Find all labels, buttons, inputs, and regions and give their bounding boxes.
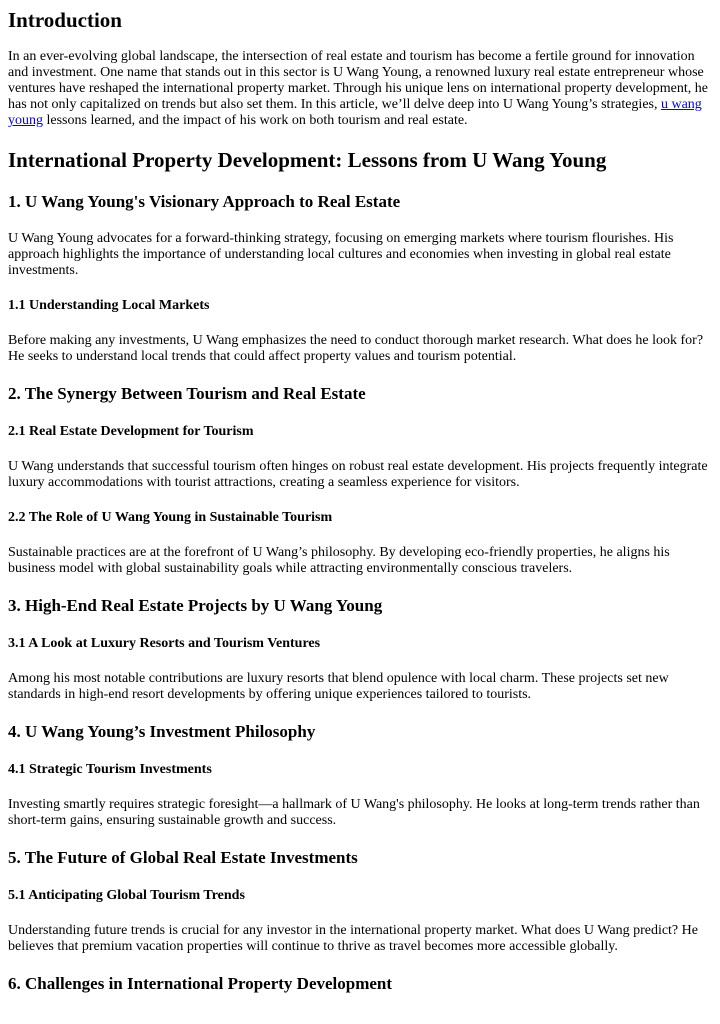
body-paragraph: Among his most notable contributions are luxury resorts that blend opulence with local charm. These projects set new standards in high-end resort developments by offering unique experiences tailored to tourists. xyxy=(8,671,669,702)
article-title: International Property Development: Lessons from U Wang Young xyxy=(8,148,607,172)
subsection-heading: 1.1 Understanding Local Markets xyxy=(8,298,210,313)
intro-text-before-link: In an ever-evolving global landscape, the intersection of real estate and tourism has become a fertile ground for innovation and investment. One name that stands out in this sector is U Wang Young, a renowned luxury real estate entrepreneur whose ventures have reshaped the international property market. Through his unique lens on international property development, he has not only capitalized on trends but also set them. In this article, we’ll delve deep into U Wang Young’s strategies, xyxy=(8,49,708,112)
subsection-heading: 3.1 A Look at Luxury Resorts and Tourism Ventures xyxy=(8,636,321,651)
section-heading: 2. The Synergy Between Tourism and Real Estate xyxy=(8,384,366,403)
body-paragraph: Understanding future trends is crucial for any investor in the international property market. What does U Wang predict? He believes that premium vacation properties will continue to thrive as travel becomes more accessible globally. xyxy=(8,923,698,954)
section-heading: 1. U Wang Young's Visionary Approach to Real Estate xyxy=(8,192,401,211)
intro-heading: Introduction xyxy=(8,8,122,32)
body-paragraph: Investing smartly requires strategic foresight—a hallmark of U Wang's philosophy. He looks at long-term trends rather than short-term gains, ensuring sustainable growth and success. xyxy=(8,797,700,828)
subsection-heading: 5.1 Anticipating Global Tourism Trends xyxy=(8,888,245,903)
subsection-heading: 2.2 The Role of U Wang Young in Sustainable Tourism xyxy=(8,510,333,525)
body-paragraph: U Wang Young advocates for a forward-thinking strategy, focusing on emerging markets where tourism flourishes. His approach highlights the importance of understanding local cultures and economies when investing in global real estate investments. xyxy=(8,231,674,278)
section-heading: 5. The Future of Global Real Estate Investments xyxy=(8,848,358,867)
subsection-heading: 4.1 Strategic Tourism Investments xyxy=(8,762,212,777)
u-wang-young-link[interactable]: u wang young xyxy=(8,97,702,128)
intro-text-after-link: lessons learned, and the impact of his work on both tourism and real estate. xyxy=(43,113,468,128)
body-paragraph: Before making any investments, U Wang emphasizes the need to conduct thorough market research. What does he look for? He seeks to understand local trends that could affect property values and tourism potential. xyxy=(8,333,704,364)
section-heading: 3. High-End Real Estate Projects by U Wang Young xyxy=(8,596,383,615)
body-paragraph: U Wang understands that successful tourism often hinges on robust real estate development. His projects frequently integrate luxury accommodations with tourist attractions, creating a seamless experience for visitors. xyxy=(8,459,708,490)
section-heading: 4. U Wang Young’s Investment Philosophy xyxy=(8,722,316,741)
subsection-heading: 2.1 Real Estate Development for Tourism xyxy=(8,424,254,439)
article-page xyxy=(0,7,720,995)
intro-paragraph xyxy=(8,49,712,129)
article-body xyxy=(8,191,712,995)
body-paragraph: Sustainable practices are at the forefront of U Wang’s philosophy. By developing eco-friendly properties, he aligns his business model with global sustainability goals while attracting environmentally conscious travelers. xyxy=(8,545,670,576)
section-heading: 6. Challenges in International Property Development xyxy=(8,974,393,993)
